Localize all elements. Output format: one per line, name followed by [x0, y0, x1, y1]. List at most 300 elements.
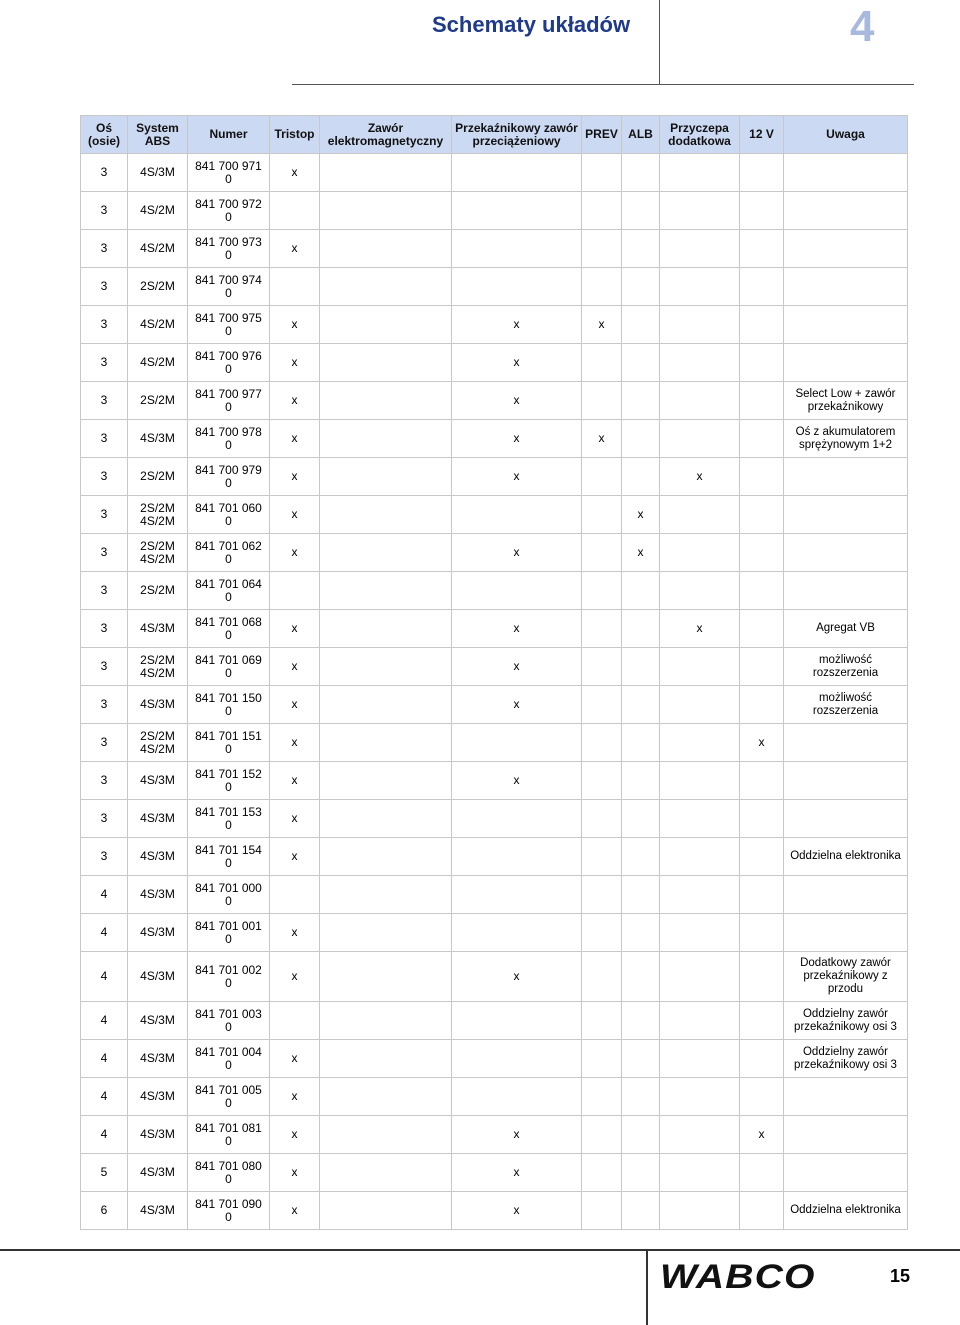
- table-cell: x: [452, 382, 582, 420]
- table-cell: [320, 382, 452, 420]
- table-cell: [270, 572, 320, 610]
- table-cell: 3: [81, 724, 128, 762]
- table-cell: 4S/3M: [128, 1040, 188, 1078]
- table-cell: [320, 268, 452, 306]
- header-divider-vertical: [659, 0, 660, 85]
- table-cell: [740, 458, 784, 496]
- table-cell: Oddzielna elektronika: [784, 838, 908, 876]
- table-cell: 841 701 062 0: [188, 534, 270, 572]
- table-row: [81, 496, 908, 534]
- table-cell: 841 701 080 0: [188, 1154, 270, 1192]
- table-cell: [784, 458, 908, 496]
- table-cell: [660, 382, 740, 420]
- table-cell: [740, 1002, 784, 1040]
- table-row: [81, 686, 908, 724]
- table-cell: [622, 1192, 660, 1230]
- table-cell: 841 700 978 0: [188, 420, 270, 458]
- table-cell: [452, 914, 582, 952]
- table-cell: [582, 800, 622, 838]
- table-cell: [582, 648, 622, 686]
- table-cell: [784, 268, 908, 306]
- table-cell: [452, 1040, 582, 1078]
- table-cell: x: [270, 420, 320, 458]
- table-cell: [622, 914, 660, 952]
- table-cell: 841 700 973 0: [188, 230, 270, 268]
- header-divider-horizontal: [292, 84, 914, 85]
- table-cell: 841 701 002 0: [188, 952, 270, 1002]
- table-cell: 2S/2M: [128, 458, 188, 496]
- table-cell: x: [270, 838, 320, 876]
- table-cell: 4S/3M: [128, 876, 188, 914]
- table-cell: x: [622, 534, 660, 572]
- table-cell: [582, 838, 622, 876]
- table-row: [81, 952, 908, 1002]
- table-cell: 3: [81, 382, 128, 420]
- footer-divider-vertical: [646, 1250, 648, 1325]
- table-cell: [320, 724, 452, 762]
- table-cell: [660, 1116, 740, 1154]
- table-cell: [452, 572, 582, 610]
- table-cell: [784, 192, 908, 230]
- table-cell: 3: [81, 458, 128, 496]
- table-cell: Dodatkowy zawór przekaźnikowy z przodu: [784, 952, 908, 1002]
- table-cell: 4S/3M: [128, 800, 188, 838]
- table-cell: [660, 192, 740, 230]
- table-cell: [320, 344, 452, 382]
- table-cell: [582, 192, 622, 230]
- table-cell: x: [660, 458, 740, 496]
- table-cell: [582, 914, 622, 952]
- table-row: [81, 534, 908, 572]
- table-cell: [582, 1192, 622, 1230]
- chapter-number: 4: [850, 2, 875, 51]
- table-cell: 841 701 000 0: [188, 876, 270, 914]
- table-cell: [320, 306, 452, 344]
- table-cell: [320, 572, 452, 610]
- table-cell: x: [270, 724, 320, 762]
- table-cell: 4S/3M: [128, 154, 188, 192]
- table-cell: [784, 572, 908, 610]
- table-cell: x: [452, 1116, 582, 1154]
- table-cell: 4: [81, 1040, 128, 1078]
- table-cell: x: [270, 1154, 320, 1192]
- systems-table: [80, 115, 908, 1230]
- table-cell: [582, 382, 622, 420]
- table-cell: [320, 610, 452, 648]
- table-cell: [784, 800, 908, 838]
- table-cell: x: [270, 534, 320, 572]
- table-cell: 841 701 154 0: [188, 838, 270, 876]
- table-cell: [622, 572, 660, 610]
- table-cell: [622, 1040, 660, 1078]
- table-cell: Oddzielny zawór przekaźnikowy osi 3: [784, 1002, 908, 1040]
- table-cell: [320, 648, 452, 686]
- table-cell: [320, 534, 452, 572]
- table-cell: 4S/3M: [128, 610, 188, 648]
- table-cell: 4S/2M: [128, 344, 188, 382]
- table-cell: 4S/3M: [128, 838, 188, 876]
- table-cell: [320, 230, 452, 268]
- column-header: Przyczepa dodatkowa: [660, 116, 740, 154]
- table-cell: [582, 876, 622, 914]
- table-cell: 4: [81, 1116, 128, 1154]
- table-cell: 3: [81, 534, 128, 572]
- table-cell: 4S/3M: [128, 1116, 188, 1154]
- table-cell: [320, 420, 452, 458]
- table-cell: [582, 154, 622, 192]
- table-cell: [270, 876, 320, 914]
- table-cell: Oddzielna elektronika: [784, 1192, 908, 1230]
- table-cell: [452, 230, 582, 268]
- table-cell: [740, 572, 784, 610]
- table-cell: [320, 192, 452, 230]
- table-cell: [622, 306, 660, 344]
- table-cell: [740, 306, 784, 344]
- table-cell: 4S/3M: [128, 1192, 188, 1230]
- table-cell: x: [270, 1078, 320, 1116]
- table-cell: Oddzielny zawór przekaźnikowy osi 3: [784, 1040, 908, 1078]
- table-cell: [740, 154, 784, 192]
- table-cell: [784, 534, 908, 572]
- table-cell: [660, 762, 740, 800]
- column-header: Tristop: [270, 116, 320, 154]
- table-cell: [582, 344, 622, 382]
- table-cell: [582, 1040, 622, 1078]
- table-cell: 4: [81, 914, 128, 952]
- table-cell: [740, 382, 784, 420]
- table-row: [81, 1002, 908, 1040]
- table-row: [81, 420, 908, 458]
- table-cell: [320, 1002, 452, 1040]
- table-cell: [622, 1116, 660, 1154]
- table-cell: 2S/2M: [128, 382, 188, 420]
- table-cell: [660, 724, 740, 762]
- table-cell: 841 701 068 0: [188, 610, 270, 648]
- table-cell: [320, 952, 452, 1002]
- table-row: [81, 1078, 908, 1116]
- table-cell: [784, 344, 908, 382]
- table-cell: 841 701 005 0: [188, 1078, 270, 1116]
- table-cell: [740, 610, 784, 648]
- table-cell: x: [270, 230, 320, 268]
- table-cell: 4S/2M: [128, 306, 188, 344]
- table-cell: 841 700 972 0: [188, 192, 270, 230]
- table-cell: [622, 344, 660, 382]
- table-cell: [784, 914, 908, 952]
- table-cell: [660, 534, 740, 572]
- table-cell: [740, 1078, 784, 1116]
- table-cell: [320, 1040, 452, 1078]
- table-cell: [582, 496, 622, 534]
- table-cell: [622, 1078, 660, 1116]
- column-header: Numer: [188, 116, 270, 154]
- table-cell: 2S/2M 4S/2M: [128, 496, 188, 534]
- table-cell: x: [452, 648, 582, 686]
- column-header: System ABS: [128, 116, 188, 154]
- table-cell: 841 701 153 0: [188, 800, 270, 838]
- table-cell: [582, 686, 622, 724]
- table-cell: 2S/2M: [128, 572, 188, 610]
- table-cell: [582, 534, 622, 572]
- table-cell: 3: [81, 420, 128, 458]
- table-cell: x: [582, 420, 622, 458]
- table-cell: [622, 420, 660, 458]
- table-cell: 4: [81, 876, 128, 914]
- table-cell: [660, 686, 740, 724]
- table-row: [81, 154, 908, 192]
- table-cell: [784, 230, 908, 268]
- table-cell: 3: [81, 306, 128, 344]
- table-cell: [320, 686, 452, 724]
- table-cell: 2S/2M 4S/2M: [128, 648, 188, 686]
- table-cell: [622, 154, 660, 192]
- table-cell: [740, 838, 784, 876]
- column-header: Zawór elektromagnetyczny: [320, 116, 452, 154]
- table-cell: [660, 838, 740, 876]
- table-cell: 4: [81, 1078, 128, 1116]
- table-cell: x: [270, 1192, 320, 1230]
- table-cell: [622, 1154, 660, 1192]
- table-cell: 841 701 004 0: [188, 1040, 270, 1078]
- table-cell: 841 701 069 0: [188, 648, 270, 686]
- table-row: [81, 724, 908, 762]
- table-cell: [740, 952, 784, 1002]
- table-row: [81, 1116, 908, 1154]
- table-cell: 3: [81, 762, 128, 800]
- table-cell: 841 701 081 0: [188, 1116, 270, 1154]
- table-cell: x: [452, 458, 582, 496]
- table-cell: [740, 344, 784, 382]
- table-cell: [784, 154, 908, 192]
- table-cell: x: [622, 496, 660, 534]
- table-cell: 3: [81, 838, 128, 876]
- table-cell: 841 700 976 0: [188, 344, 270, 382]
- table-cell: [622, 952, 660, 1002]
- table-cell: 2S/2M: [128, 268, 188, 306]
- table-cell: x: [740, 1116, 784, 1154]
- table-cell: 841 701 152 0: [188, 762, 270, 800]
- table-cell: [784, 1116, 908, 1154]
- table-cell: 3: [81, 496, 128, 534]
- table-cell: x: [452, 762, 582, 800]
- table-cell: [320, 876, 452, 914]
- table-cell: [622, 648, 660, 686]
- table-cell: x: [270, 914, 320, 952]
- table-cell: x: [740, 724, 784, 762]
- table-row: [81, 762, 908, 800]
- page-title: Schematy układów: [432, 12, 631, 37]
- table-cell: 2S/2M 4S/2M: [128, 534, 188, 572]
- table-cell: [320, 1192, 452, 1230]
- table-cell: [452, 1078, 582, 1116]
- table-cell: x: [582, 306, 622, 344]
- table-cell: [582, 1078, 622, 1116]
- table-cell: 4: [81, 952, 128, 1002]
- table-cell: [622, 610, 660, 648]
- page-number: 15: [890, 1266, 911, 1286]
- table-cell: 4S/3M: [128, 1002, 188, 1040]
- table-cell: [622, 1002, 660, 1040]
- table-cell: [582, 268, 622, 306]
- table-cell: 841 701 150 0: [188, 686, 270, 724]
- table-cell: 3: [81, 800, 128, 838]
- table-row: [81, 838, 908, 876]
- table-cell: [660, 420, 740, 458]
- table-cell: [740, 800, 784, 838]
- table-cell: [784, 876, 908, 914]
- table-row: [81, 382, 908, 420]
- table-cell: [582, 1154, 622, 1192]
- table-cell: 841 700 979 0: [188, 458, 270, 496]
- table-cell: x: [270, 344, 320, 382]
- column-header: Przekaźnikowy zawór przeciążeniowy: [452, 116, 582, 154]
- table-cell: [320, 1116, 452, 1154]
- table-cell: [660, 306, 740, 344]
- table-cell: x: [452, 952, 582, 1002]
- table-cell: 3: [81, 344, 128, 382]
- table-cell: x: [270, 382, 320, 420]
- table-cell: [622, 876, 660, 914]
- table-cell: [320, 1154, 452, 1192]
- table-row: [81, 800, 908, 838]
- table-cell: 4S/2M: [128, 230, 188, 268]
- table-cell: 3: [81, 610, 128, 648]
- table-cell: x: [270, 496, 320, 534]
- table-cell: x: [452, 1192, 582, 1230]
- table-cell: [452, 268, 582, 306]
- table-cell: x: [452, 420, 582, 458]
- table-cell: 4S/3M: [128, 1078, 188, 1116]
- table-cell: [270, 268, 320, 306]
- table-cell: [740, 1040, 784, 1078]
- table-cell: [660, 648, 740, 686]
- table-cell: [582, 724, 622, 762]
- table-cell: [740, 268, 784, 306]
- table-cell: [622, 800, 660, 838]
- table-cell: [660, 268, 740, 306]
- table-cell: [452, 1002, 582, 1040]
- table-cell: 3: [81, 686, 128, 724]
- table-cell: [660, 914, 740, 952]
- table-cell: 5: [81, 1154, 128, 1192]
- table-cell: 841 701 151 0: [188, 724, 270, 762]
- table-cell: 841 701 064 0: [188, 572, 270, 610]
- table-cell: [452, 876, 582, 914]
- table-row: [81, 458, 908, 496]
- table-cell: [622, 230, 660, 268]
- table-cell: 4S/3M: [128, 762, 188, 800]
- table-cell: [660, 1078, 740, 1116]
- table-cell: [270, 192, 320, 230]
- table-cell: x: [270, 458, 320, 496]
- table-cell: [452, 154, 582, 192]
- table-cell: 4S/2M: [128, 192, 188, 230]
- table-cell: [452, 724, 582, 762]
- table-cell: [582, 952, 622, 1002]
- table-cell: 3: [81, 230, 128, 268]
- table-row: [81, 192, 908, 230]
- table-cell: [740, 762, 784, 800]
- table-cell: [320, 458, 452, 496]
- table-cell: możliwość rozszerzenia: [784, 686, 908, 724]
- table-cell: [582, 762, 622, 800]
- table-row: [81, 1154, 908, 1192]
- table-cell: [452, 192, 582, 230]
- table-cell: 3: [81, 268, 128, 306]
- table-cell: x: [452, 306, 582, 344]
- table-row: [81, 230, 908, 268]
- table-row: [81, 344, 908, 382]
- table-cell: [320, 800, 452, 838]
- table-cell: [452, 496, 582, 534]
- table-cell: 3: [81, 154, 128, 192]
- table-cell: [740, 1192, 784, 1230]
- column-header: PREV: [582, 116, 622, 154]
- table-cell: 841 701 090 0: [188, 1192, 270, 1230]
- table-cell: [622, 382, 660, 420]
- table-cell: 4S/3M: [128, 686, 188, 724]
- table-cell: x: [452, 344, 582, 382]
- table-cell: x: [270, 648, 320, 686]
- table-cell: [660, 344, 740, 382]
- table-cell: [660, 1002, 740, 1040]
- table-row: [81, 914, 908, 952]
- table-cell: x: [270, 1116, 320, 1154]
- table-cell: [784, 306, 908, 344]
- table-cell: [660, 572, 740, 610]
- table-cell: x: [452, 1154, 582, 1192]
- table-cell: 841 700 975 0: [188, 306, 270, 344]
- table-cell: 841 701 060 0: [188, 496, 270, 534]
- table-cell: [582, 230, 622, 268]
- table-row: [81, 572, 908, 610]
- table-cell: 841 700 977 0: [188, 382, 270, 420]
- table-cell: [740, 230, 784, 268]
- table-cell: [784, 1154, 908, 1192]
- table-cell: [622, 268, 660, 306]
- table-cell: możliwość rozszerzenia: [784, 648, 908, 686]
- table-cell: [740, 876, 784, 914]
- table-cell: [740, 1154, 784, 1192]
- table-cell: x: [270, 306, 320, 344]
- table-cell: [320, 914, 452, 952]
- table-cell: 841 701 003 0: [188, 1002, 270, 1040]
- table-cell: [784, 496, 908, 534]
- table-cell: [622, 686, 660, 724]
- table-cell: [622, 762, 660, 800]
- table-cell: x: [270, 762, 320, 800]
- table-cell: 3: [81, 572, 128, 610]
- table-row: [81, 876, 908, 914]
- table-cell: [320, 762, 452, 800]
- table-row: [81, 1192, 908, 1230]
- table-cell: [740, 192, 784, 230]
- table-cell: [740, 648, 784, 686]
- column-header: Oś (osie): [81, 116, 128, 154]
- table-cell: Oś z akumulatorem sprężynowym 1+2: [784, 420, 908, 458]
- table-cell: [784, 1078, 908, 1116]
- table-cell: x: [660, 610, 740, 648]
- table-cell: [582, 572, 622, 610]
- table-cell: 841 700 974 0: [188, 268, 270, 306]
- table-cell: [740, 420, 784, 458]
- table-cell: 4S/3M: [128, 914, 188, 952]
- table-cell: 841 700 971 0: [188, 154, 270, 192]
- table-cell: [582, 1116, 622, 1154]
- table-cell: x: [452, 534, 582, 572]
- column-header: 12 V: [740, 116, 784, 154]
- table-cell: [740, 496, 784, 534]
